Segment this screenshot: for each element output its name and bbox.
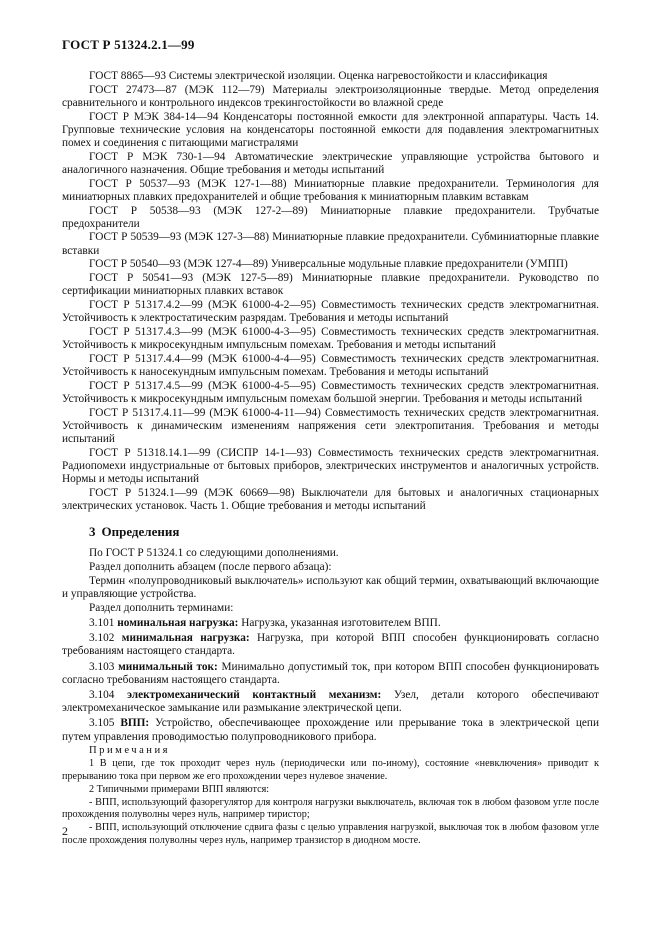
page-number: 2 xyxy=(62,824,68,838)
note-item: 2 Типичными примерами ВПП являются: xyxy=(89,783,270,795)
notes-block xyxy=(62,744,599,847)
page-content xyxy=(62,70,599,848)
reference-item: ГОСТ Р МЭК 730-1—94 Автоматические электрические управляющие устройства бытового и аналогичного назначения. Общие требования и методы испытаний xyxy=(62,150,599,176)
definition-text: Узел, детали которого обеспечивают электромеханическое замыкание или размыкание электрической цепи. xyxy=(62,688,599,715)
note-item: 1 В цепи, где ток проходит через нуль (периодически или по-иному), состояние «невключения» приводит к прерыванию тока при первом же его прохождении через нулевое значение. xyxy=(62,757,599,782)
definition-item xyxy=(62,661,599,687)
definition-item xyxy=(62,617,599,630)
reference-item: ГОСТ Р 51317.4.3—99 (МЭК 61000-4-3—95) Совместимость технических средств электромагнитная. Устойчивость к микросекундным импульсным помехам. Требования и методы испытаний xyxy=(62,325,599,352)
definition-term: минимальная нагрузка: xyxy=(121,632,250,645)
definition-term: ВПП: xyxy=(120,717,150,730)
definitions-list xyxy=(62,617,599,744)
reference-item: ГОСТ Р 51317.4.2—99 (МЭК 61000-4-2—95) Совместимость технических средств электромагнитная. Устойчивость к электростатическим разрядам. Требования и методы испытаний xyxy=(62,298,599,325)
intro-paragraph: Раздел дополнить абзацем (после первого абзаца): xyxy=(89,561,332,574)
definition-item xyxy=(62,717,599,743)
reference-item: ГОСТ Р 50537—93 (МЭК 127-1—88) Миниатюрные плавкие предохранители. Терминология для миниатюрных плавких предохранителей и общие требования к миниатюрным плавким вставкам xyxy=(62,177,599,203)
reference-item: ГОСТ Р 51324.1—99 (МЭК 60669—98) Выключатели для бытовых и аналогичных стационарных электрических установок. Часть 1. Общие требования и методы испытаний xyxy=(62,486,599,512)
reference-item: ГОСТ Р 51317.4.5—99 (МЭК 61000-4-5—95) Совместимость технических средств электромагнитная. Устойчивость к микросекундным импульсным помехам большой энергии. Требования и методы испытаний xyxy=(62,379,599,405)
definition-number: 3.105 xyxy=(89,717,115,730)
page-header: ГОСТ Р 51324.2.1—99 xyxy=(62,37,195,52)
notes-heading: Примечания xyxy=(89,745,170,757)
reference-item: ГОСТ Р 50538—93 (МЭК 127-2—89) Миниатюрные плавкие предохранители. Трубчатые предохранители xyxy=(62,204,599,230)
definition-term: номинальная нагрузка: xyxy=(117,616,239,629)
definition-text: Минимально допустимый ток, при котором ВПП способен функционировать согласно требованиям настоящего стандарта. xyxy=(62,660,599,686)
definition-term: электромеханический контактный механизм: xyxy=(127,688,382,701)
definition-text: Нагрузка, при которой ВПП способен функционировать согласно требованиям настоящего стандарта. xyxy=(62,632,599,658)
definition-term: минимальный ток: xyxy=(118,660,218,673)
definition-text: Устройство, обеспечивающее прохождение или прерывание тока в электрической цепи путем управления проводимостью полупроводникового прибора. xyxy=(62,717,600,743)
section-title: Определения xyxy=(101,524,180,540)
reference-item: ГОСТ Р 50541—93 (МЭК 127-5—89) Миниатюрные плавкие предохранители. Руководство по сертификации миниатюрных плавких вставок xyxy=(62,272,599,298)
definition-number: 3.103 xyxy=(89,660,115,673)
definition-number: 3.104 xyxy=(89,688,115,701)
reference-item: ГОСТ 8865—93 Системы электрической изоляции. Оценка нагревостойкости и классификация xyxy=(89,70,548,82)
reference-item: ГОСТ 27473—87 (МЭК 112—79) Материалы электроизоляционные твердые. Метод определения сравнительного и контрольного индексов трекингостойкости во влажной среде xyxy=(62,83,599,109)
definition-item xyxy=(62,689,599,715)
definition-item xyxy=(62,632,599,658)
reference-item: ГОСТ Р 51317.4.4—99 (МЭК 61000-4-4—95) Совместимость технических средств электромагнитная. Устойчивость к наносекундным импульсным помехам. Требования и методы испытаний xyxy=(62,352,599,378)
references-list xyxy=(62,70,599,513)
intro-paragraph: Раздел дополнить терминами: xyxy=(89,601,234,614)
intro-paragraph: По ГОСТ Р 51324.1 со следующими дополнениями. xyxy=(89,547,339,560)
section-heading xyxy=(89,525,599,538)
note-item: - ВПП, использующий фазорегулятор для контроля нагрузки выключатель, включая ток в любом фазовом угле после прохождения полуволны через нуль, например тиристор; xyxy=(62,796,599,821)
reference-item: ГОСТ Р 50539—93 (МЭК 127-3—88) Миниатюрные плавкие предохранители. Субминиатюрные плавкие вставки xyxy=(62,231,599,257)
section-number: 3 xyxy=(89,524,96,540)
definition-number: 3.101 xyxy=(89,616,115,629)
reference-item: ГОСТ Р 50540—93 (МЭК 127-4—89) Универсальные модульные плавкие предохранители (УМПП) xyxy=(89,258,568,271)
definition-text: Нагрузка, указанная изготовителем ВПП. xyxy=(241,616,441,629)
section-intro xyxy=(62,547,599,615)
reference-item: ГОСТ Р 51318.14.1—99 (СИСПР 14-1—93) Совместимость технических средств электромагнитная. Радиопомехи индустриальные от бытовых приборов, электрических инструментов и аналогичных устройств. Нормы и методы испытаний xyxy=(62,446,599,486)
reference-item: ГОСТ Р 51317.4.11—99 (МЭК 61000-4-11—94) Совместимость технических средств электромагнитная. Устойчивость к динамическим изменениям напряжения сети электропитания. Требования и методы испытаний xyxy=(62,406,599,445)
definition-number: 3.102 xyxy=(89,632,115,645)
intro-paragraph: Термин «полупроводниковый выключатель» используют как общий термин, охватывающий включающие и управляющие устройства. xyxy=(62,574,599,601)
reference-item: ГОСТ Р МЭК 384-14—94 Конденсаторы постоянной емкости для электронной аппаратуры. Часть 14. Групповые технические условия на конденсаторы постоянной емкости для подавления электромагнитных помех и соединения с питающими магистралями xyxy=(62,110,599,150)
note-item: - ВПП, использующий отключение сдвига фазы с целью управления нагрузкой, выключая ток в любом фазовом угле после прохождения полуволны через нуль, например транзистор в диодном мосте. xyxy=(62,822,599,847)
